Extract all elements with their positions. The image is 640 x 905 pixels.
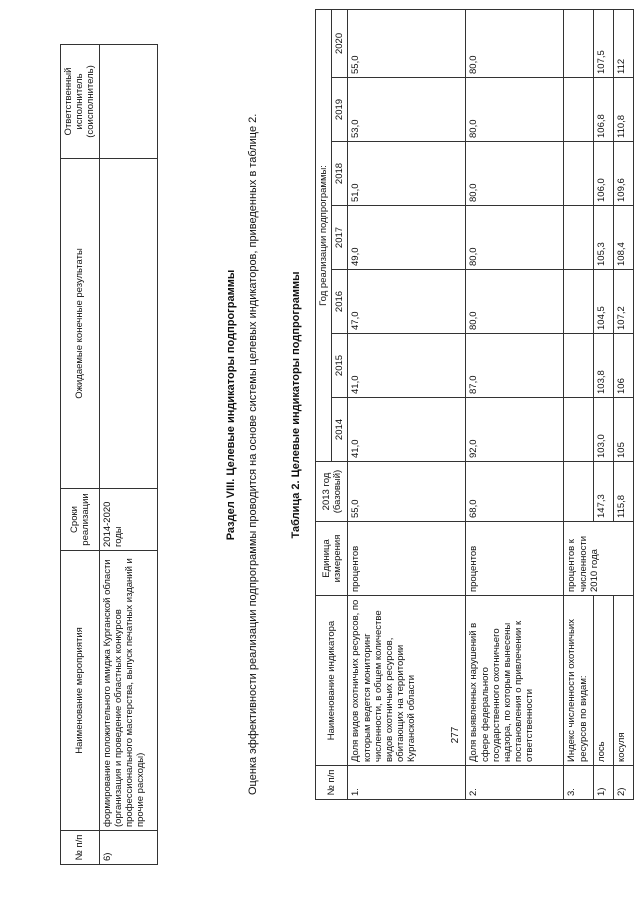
cell-indicator-name: лось: [594, 596, 614, 766]
cell-indicator-name: Доля видов охотничьих ресурсов, по которым ведется мониторинг численности, в общем количестве видов охотничьих ресурсов, обитающих на территории Курганской области: [348, 596, 466, 766]
cell-value: 103,8: [594, 334, 614, 398]
cell-indicator-name: косуля: [614, 596, 634, 766]
col-year: 2014: [332, 398, 348, 462]
cell-indicator-name: Индекс численности охотничьих ресурсов по видам:: [564, 596, 594, 766]
cell-value: 55,0: [348, 9, 466, 77]
col-num: № п/п: [316, 766, 348, 800]
col-years-group: Год реализации подпрограммы:: [316, 9, 332, 461]
col-year: 2017: [332, 206, 348, 270]
cell-value: 53,0: [348, 78, 466, 142]
cell-value: 92,0: [466, 398, 564, 462]
cell-value: [564, 142, 594, 206]
cell-value: [564, 334, 594, 398]
cell-base: 115,8: [614, 462, 634, 522]
table-row: [594, 9, 614, 799]
table-row: [99, 45, 157, 865]
cell-value: 108,4: [614, 206, 634, 270]
cell-value: 49,0: [348, 206, 466, 270]
cell-responsible: [99, 45, 157, 159]
cell-value: 47,0: [348, 270, 466, 334]
cell-value: 87,0: [466, 334, 564, 398]
cell-value: 80,0: [466, 142, 564, 206]
section-title: Раздел VIII. Целевые индикаторы подпрограммы: [225, 269, 237, 541]
cell-value: [564, 270, 594, 334]
cell-value: [564, 398, 594, 462]
page-number: 277: [450, 726, 461, 744]
cell-value: 104,5: [594, 270, 614, 334]
col-year: 2020: [332, 9, 348, 77]
table-row: [614, 9, 634, 799]
col-year: 2016: [332, 270, 348, 334]
col-unit: Единица измерения: [316, 522, 348, 596]
cell-num: 1): [594, 766, 614, 800]
activities-table: [60, 44, 158, 865]
cell-value: 105,3: [594, 206, 614, 270]
cell-value: 106,8: [594, 78, 614, 142]
cell-value: 80,0: [466, 9, 564, 77]
cell-value: 41,0: [348, 334, 466, 398]
cell-base: [564, 462, 594, 522]
cell-value: 109,6: [614, 142, 634, 206]
col-indicator-name: Наименование индикатора: [316, 596, 348, 766]
cell-value: [564, 78, 594, 142]
col-num: № п/п: [61, 831, 100, 865]
cell-value: 51,0: [348, 142, 466, 206]
col-year: 2019: [332, 78, 348, 142]
cell-results: [99, 159, 157, 489]
cell-value: 80,0: [466, 78, 564, 142]
indicators-table: [315, 9, 634, 800]
cell-unit: процентов: [348, 522, 466, 596]
cell-term: 2014-2020 годы: [99, 489, 157, 551]
cell-value: 106: [614, 334, 634, 398]
cell-value: 80,0: [466, 270, 564, 334]
cell-indicator-name: Доля выявленных нарушений в сфере федерального государственного охотничьего надзора, по которым вынесены постановления о привлечении к ответственности: [466, 596, 564, 766]
cell-num: 2.: [466, 766, 564, 800]
col-year: 2018: [332, 142, 348, 206]
table-row: [466, 9, 564, 799]
cell-num: 2): [614, 766, 634, 800]
cell-base: 68,0: [466, 462, 564, 522]
table2-title: Таблица 2. Целевые индикаторы подпрограммы: [290, 271, 302, 539]
cell-value: [564, 9, 594, 77]
col-base-year: 2013 год (базовый): [316, 462, 348, 522]
cell-value: 110,8: [614, 78, 634, 142]
activities-header-row: [61, 45, 100, 865]
cell-value: 80,0: [466, 206, 564, 270]
indicators-header-row-1: [316, 9, 332, 799]
col-results: Ожидаемые конечные результаты: [61, 159, 100, 489]
cell-value: 112: [614, 9, 634, 77]
cell-base: 55,0: [348, 462, 466, 522]
cell-num: 6): [99, 831, 157, 865]
cell-num: 1.: [348, 766, 466, 800]
cell-unit: процентов к численности 2010 года: [564, 522, 634, 596]
cell-num: 3.: [564, 766, 594, 800]
cell-value: 41,0: [348, 398, 466, 462]
col-year: 2015: [332, 334, 348, 398]
cell-unit: процентов: [466, 522, 564, 596]
col-responsible: Ответственный исполнитель (соисполнитель): [61, 45, 100, 159]
cell-value: 107,2: [614, 270, 634, 334]
cell-value: 105: [614, 398, 634, 462]
cell-activity-name: формирование положительного имиджа Курганской области (организация и проведение областных конкурсов профессионального мастерства, выпуск печатных изданий и прочие расходы): [99, 551, 157, 831]
intro-paragraph: Оценка эффективности реализации подпрограммы проводится на основе системы целевых индикаторов, приведенных в таблице 2.: [247, 113, 259, 795]
cell-base: 147,3: [594, 462, 614, 522]
col-activity-name: Наименование мероприятия: [61, 551, 100, 831]
table-row: [564, 9, 594, 799]
cell-value: [564, 206, 594, 270]
cell-value: 106,0: [594, 142, 614, 206]
col-term: Сроки реализации: [61, 489, 100, 551]
cell-value: 103,0: [594, 398, 614, 462]
cell-value: 107,5: [594, 9, 614, 77]
table-row: [348, 9, 466, 799]
